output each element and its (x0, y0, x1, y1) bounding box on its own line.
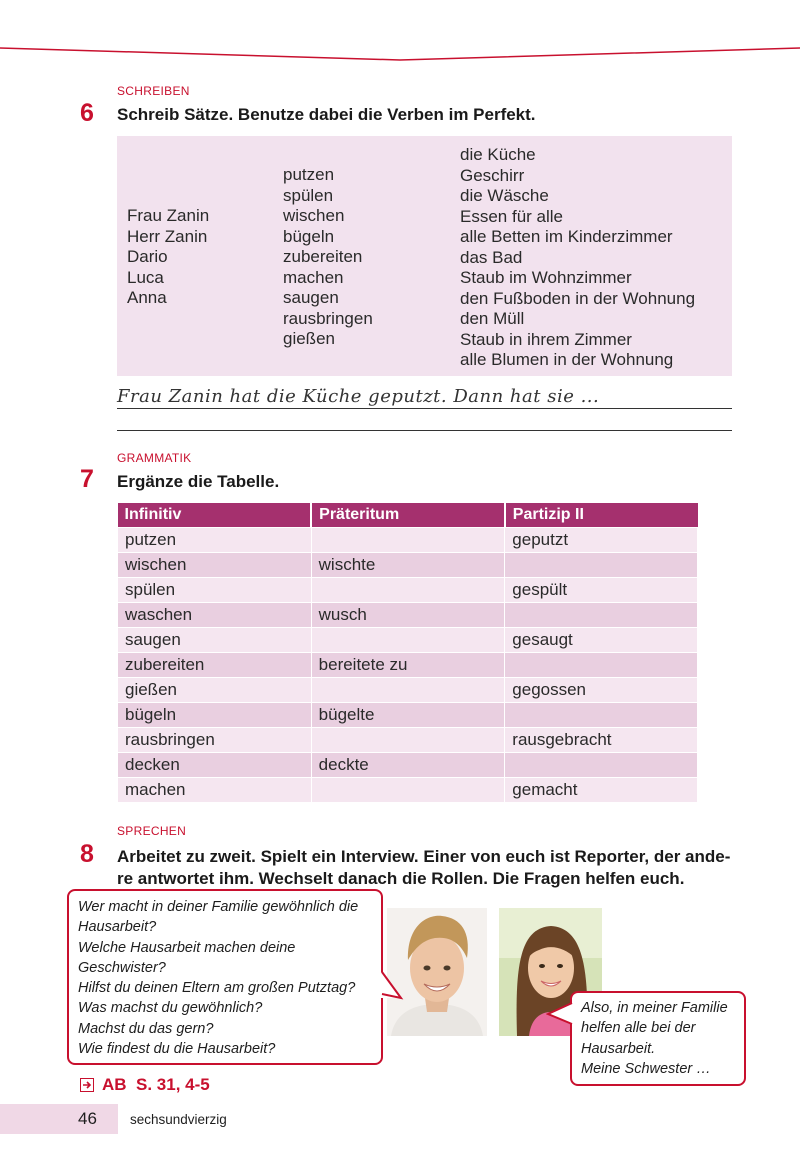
table-row (118, 778, 698, 803)
cell-infinitiv: rausbringen (118, 728, 312, 753)
writing-line-2[interactable] (117, 430, 732, 431)
cell-partizip: gesaugt (505, 628, 698, 653)
cell-partizip[interactable] (505, 603, 698, 628)
cell-praeteritum: wusch (311, 603, 505, 628)
verb-item: wischen (283, 206, 345, 225)
exercise-number-6: 6 (80, 99, 94, 127)
cell-partizip: geputzt (505, 528, 698, 553)
answer-line: Also, in meiner Familie (581, 1000, 728, 1016)
person-item: Herr Zanin (127, 226, 208, 246)
cell-partizip[interactable] (505, 703, 698, 728)
object-item: die Küche (460, 145, 536, 164)
cell-praeteritum: bereitete zu (311, 653, 505, 678)
object-item: den Fußboden in der Wohnung (460, 288, 696, 308)
person-item: Frau Zanin (127, 206, 210, 225)
verb-table (117, 503, 698, 803)
answer-line: Hausarbeit. (581, 1040, 656, 1057)
question-line: Machst du das gern? (78, 1020, 214, 1037)
object-item: Staub im Wohnzimmer (460, 268, 632, 287)
table-row (118, 753, 698, 778)
object-item: alle Betten im Kinderzimmer (460, 227, 673, 246)
section-label-schreiben: SCHREIBEN (117, 84, 190, 98)
cell-praeteritum[interactable] (311, 678, 505, 703)
cell-infinitiv: bügeln (118, 703, 312, 728)
cell-partizip: rausgebracht (505, 728, 698, 753)
table-row (118, 653, 698, 678)
object-item: die Wäsche (460, 186, 549, 205)
answer-bubble-tail (546, 998, 574, 1028)
cell-infinitiv: saugen (118, 628, 312, 653)
cell-infinitiv: putzen (118, 528, 312, 553)
cell-praeteritum[interactable] (311, 778, 505, 803)
footer-pink-band (0, 1104, 118, 1134)
page-number: 46 (78, 1109, 97, 1128)
cell-praeteritum[interactable] (311, 728, 505, 753)
cell-praeteritum[interactable] (311, 628, 505, 653)
cell-praeteritum: wischte (311, 553, 505, 578)
header-praeteritum: Präteritum (311, 503, 505, 528)
person-item: Luca (127, 267, 164, 287)
exercise-8-instruction-line-2: re antwortet ihm. Wechselt danach die Rollen. Die Fragen helfen euch. (117, 869, 685, 888)
cell-partizip[interactable] (505, 553, 698, 578)
table-row (118, 703, 698, 728)
cell-partizip[interactable] (505, 653, 698, 678)
verb-item: bügeln (283, 226, 335, 246)
question-line: Hausarbeit? (78, 919, 157, 936)
exercise-6-instruction: Schreib Sätze. Benutze dabei die Verben im Perfekt. (117, 105, 536, 124)
cell-infinitiv: wischen (118, 553, 312, 578)
table-row (118, 628, 698, 653)
cell-praeteritum: bügelte (311, 703, 505, 728)
object-item: den Müll (460, 309, 525, 328)
table-row (118, 728, 698, 753)
verb-item: machen (283, 267, 344, 287)
cell-praeteritum[interactable] (311, 578, 505, 603)
workbook-reference[interactable] (80, 1075, 210, 1095)
question-line: Wer macht in deiner Familie gewöhnlich die (78, 899, 359, 915)
person-item: Anna (127, 288, 167, 307)
cell-infinitiv: spülen (118, 578, 312, 603)
exercise-8-instruction-line-1: Arbeitet zu zweit. Spielt ein Interview. Einer von euch ist Reporter, der ande- (117, 847, 731, 866)
table-row (118, 603, 698, 628)
verb-item: zubereiten (283, 247, 363, 266)
answer-line: Meine Schwester … (581, 1060, 711, 1077)
question-line: Was machst du gewöhnlich? (78, 1000, 263, 1017)
top-decorative-line (0, 44, 800, 64)
cell-infinitiv: zubereiten (118, 653, 312, 678)
table-header-row (118, 503, 698, 528)
question-line: Wie findest du die Hausarbeit? (78, 1041, 276, 1058)
header-infinitiv: Infinitiv (118, 503, 312, 528)
table-row (118, 678, 698, 703)
exercise-7-instruction: Ergänze die Tabelle. (117, 472, 280, 491)
object-item: Geschirr (460, 165, 525, 185)
verb-item: spülen (283, 185, 334, 205)
verb-item: putzen (283, 165, 335, 184)
exercise-number-8: 8 (80, 840, 94, 868)
object-item: das Bad (460, 247, 523, 267)
table-row (118, 528, 698, 553)
question-line: Welche Hausarbeit machen deine (78, 939, 296, 956)
section-label-sprechen: SPRECHEN (117, 824, 187, 838)
word-box (117, 136, 732, 376)
section-label-grammatik: GRAMMATIK (117, 451, 192, 465)
question-line: Geschwister? (78, 959, 166, 976)
handwritten-example: Frau Zanin hat die Küche geputzt. Dann hat sie ... (117, 386, 600, 407)
verbs-column (283, 165, 373, 350)
object-item: Staub in ihrem Zimmer (460, 329, 632, 349)
cell-infinitiv: waschen (118, 603, 312, 628)
verb-item: gießen (283, 329, 335, 348)
cell-praeteritum: deckte (311, 753, 505, 778)
answer-line: helfen alle bei der (581, 1020, 696, 1037)
question-line: Hilfst du deinen Eltern am großen Putztag? (78, 980, 356, 997)
cell-infinitiv: decken (118, 753, 312, 778)
arrow-box-icon (80, 1078, 94, 1092)
page-number-word: sechsundvierzig (130, 1112, 227, 1127)
cell-partizip[interactable] (505, 753, 698, 778)
verb-item: saugen (283, 288, 339, 307)
cell-infinitiv: machen (118, 778, 312, 803)
workbook-reference-text: AB S. 31, 4-5 (102, 1075, 210, 1094)
objects-column (460, 145, 695, 371)
cell-partizip: gegossen (505, 678, 698, 703)
header-partizip: Partizip II (505, 503, 698, 528)
object-item: alle Blumen in der Wohnung (460, 350, 674, 369)
questions-bubble (67, 889, 383, 1065)
cell-partizip: gespült (505, 578, 698, 603)
questions-bubble-tail (379, 968, 405, 1006)
answer-bubble (570, 991, 746, 1086)
cell-infinitiv: gießen (118, 678, 312, 703)
cell-partizip: gemacht (505, 778, 698, 803)
person-item: Dario (127, 247, 168, 266)
persons-column (127, 206, 209, 309)
writing-line-1[interactable] (117, 408, 732, 409)
table-row (118, 578, 698, 603)
cell-praeteritum[interactable] (311, 528, 505, 553)
exercise-number-7: 7 (80, 465, 94, 493)
verb-item: rausbringen (283, 308, 373, 328)
object-item: Essen für alle (460, 206, 563, 226)
table-row (118, 553, 698, 578)
